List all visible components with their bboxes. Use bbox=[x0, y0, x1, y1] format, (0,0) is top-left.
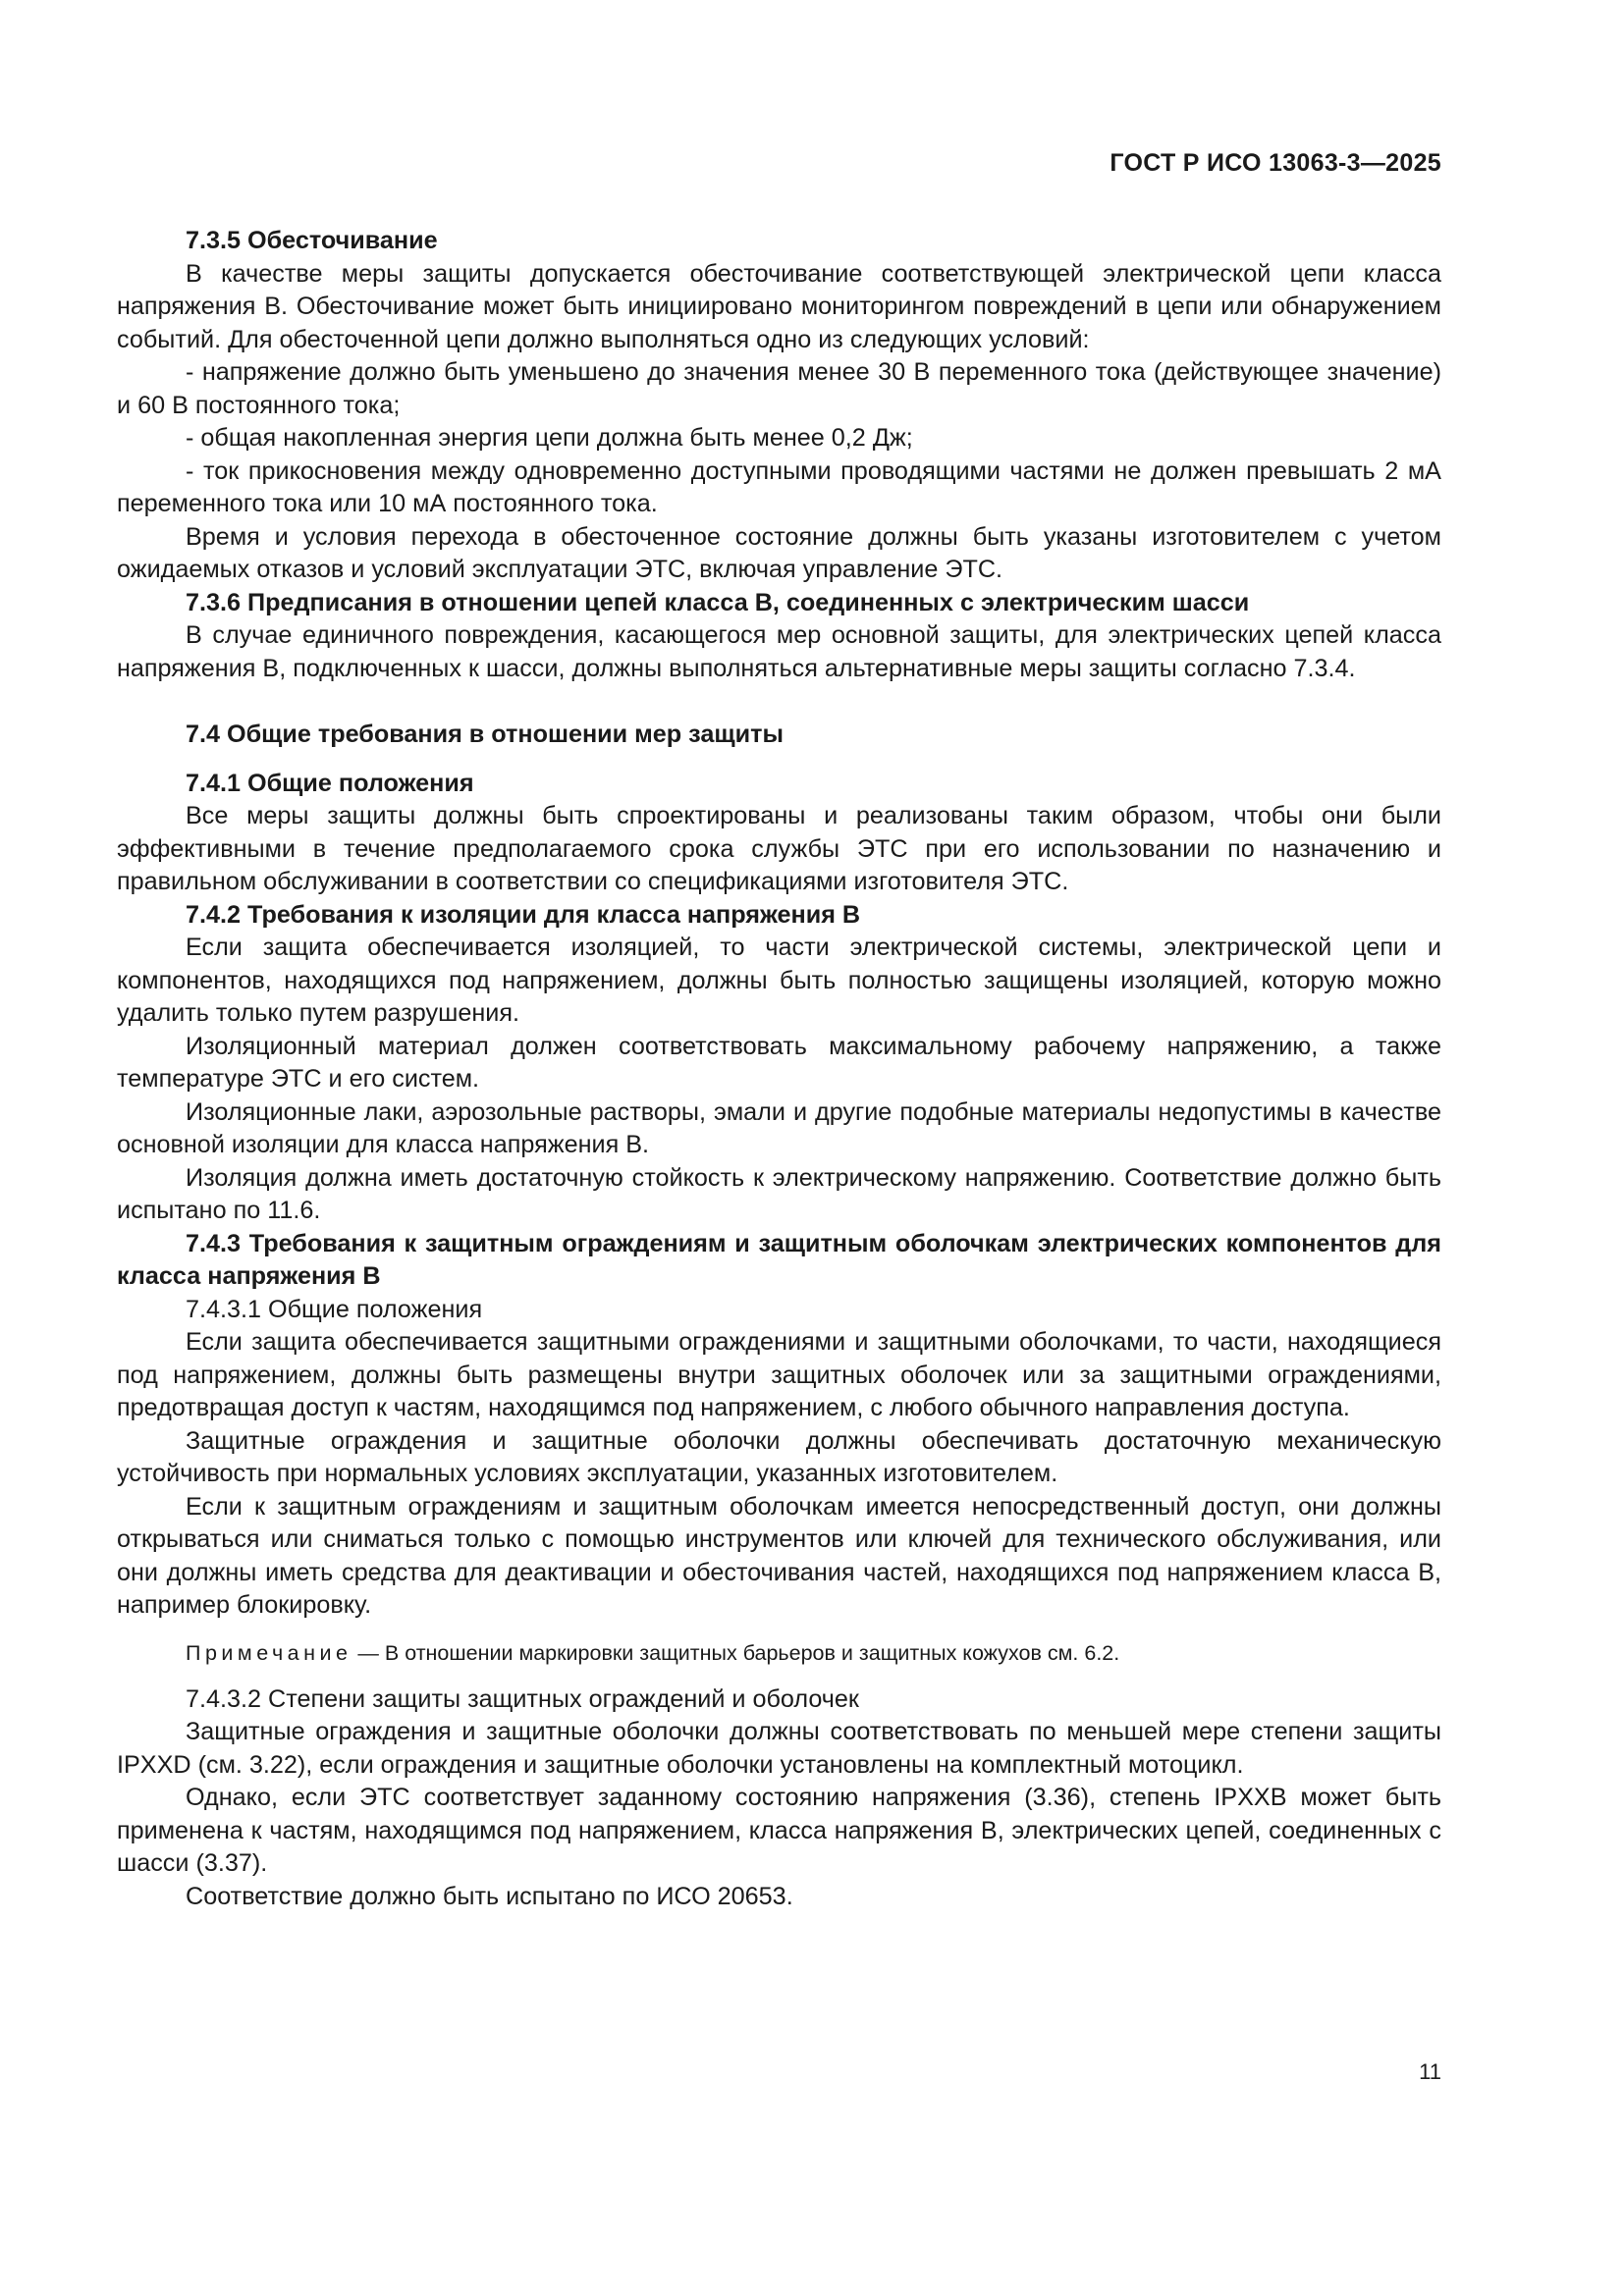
document-body bbox=[117, 225, 1441, 1913]
section-7-4-1-paragraph-1: Все меры защиты должны быть спроектированы и реализованы таким образом, чтобы они были эффективными в течение предполагаемого срока службы ЭТС при его использовании по назначению и правильном обслуживании в соответствии со спецификациями изготовителя ЭТС. bbox=[117, 802, 1441, 895]
section-7-4-2-heading: 7.4.2 Требования к изоляции для класса напряжения В bbox=[186, 900, 861, 929]
section-7-3-5-list-item-2: - общая накопленная энергия цепи должна быть менее 0,2 Дж; bbox=[186, 424, 913, 452]
section-7-3-6-paragraph-1: В случае единичного повреждения, касающегося мер основной защиты, для электрических цепей класса напряжения В, подключенных к шасси, должны выполняться альтернативные меры защиты согласно 7.3.4. bbox=[117, 621, 1441, 682]
section-7-3-5-paragraph-1: В качестве меры защиты допускается обесточивание соответствующей электрической цепи класса напряжения В. Обесточивание может быть инициировано мониторингом повреждений в цепи или обнаружением событий. Для обесточенной цепи должно выполняться одно из следующих условий: bbox=[117, 259, 1441, 353]
section-7-4-3-2-paragraph-2: Однако, если ЭТС соответствует заданному состоянию напряжения (3.36), степень IPXXB может быть применена к частям, находящимся под напряжением, класса напряжения В, электрических цепей, соединенных с шасси (3.37). bbox=[117, 1784, 1441, 1877]
section-7-4-3-2-heading: 7.4.3.2 Степени защиты защитных ограждений и оболочек bbox=[186, 1684, 859, 1713]
section-7-4-2-paragraph-2: Изоляционный материал должен соответствовать максимальному рабочему напряжению, а также температуре ЭТС и его систем. bbox=[117, 1032, 1441, 1093]
section-7-4-3-1-paragraph-2: Защитные ограждения и защитные оболочки должны обеспечивать достаточную механическую устойчивость при нормальных условиях эксплуатации, указанных изготовителем. bbox=[117, 1426, 1441, 1487]
section-7-4-1-heading: 7.4.1 Общие положения bbox=[186, 769, 474, 797]
section-7-4-heading: 7.4 Общие требования в отношении мер защиты bbox=[186, 721, 784, 748]
section-7-4-3-1-paragraph-1: Если защита обеспечивается защитными ограждениями и защитными оболочками, то части, находящиеся под напряжением, должны быть размещены внутри защитных оболочек или за защитными ограждениями, предотвращая доступ к частям, находящимся под напряжением, с любого обычного направления доступа. bbox=[117, 1328, 1441, 1421]
section-7-4-3-2-paragraph-1: Защитные ограждения и защитные оболочки должны соответствовать по меньшей мере степени защиты IPXXD (см. 3.22), если ограждения и защитные оболочки установлены на комплектный мотоцикл. bbox=[117, 1718, 1441, 1779]
note-text: — В отношении маркировки защитных барьеров и защитных кожухов см. 6.2. bbox=[352, 1640, 1120, 1665]
section-7-4-3-2-paragraph-3: Соответствие должно быть испытано по ИСО 20653. bbox=[186, 1882, 793, 1910]
section-7-3-5-heading: 7.3.5 Обесточивание bbox=[186, 227, 438, 254]
section-7-4-2-paragraph-1: Если защита обеспечивается изоляцией, то части электрической системы, электрической цепи и компонентов, находящихся под напряжением, должны быть полностью защищены изоляцией, которую можно удалить только путем разрушения. bbox=[117, 934, 1441, 1027]
note bbox=[117, 1638, 1441, 1668]
section-7-3-5-list-item-1: - напряжение должно быть уменьшено до значения менее 30 В переменного тока (действующее значение) и 60 В постоянного тока; bbox=[117, 358, 1441, 419]
section-7-4-2-paragraph-3: Изоляционные лаки, аэрозольные растворы, эмали и другие подобные материалы недопустимы в качестве основной изоляции для класса напряжения В. bbox=[117, 1097, 1441, 1158]
section-7-4-3-heading: 7.4.3 Требования к защитным ограждениям и защитным оболочкам электрических компонентов для класса напряжения В bbox=[117, 1229, 1441, 1290]
section-7-4-3-1-heading: 7.4.3.1 Общие положения bbox=[186, 1295, 483, 1323]
section-7-3-6-heading: 7.3.6 Предписания в отношении цепей класса В, соединенных с электрическим шасси bbox=[186, 588, 1250, 616]
section-7-4-3-1-paragraph-3: Если к защитным ограждениям и защитным оболочкам имеется непосредственный доступ, они должны открываться или сниматься только с помощью инструментов или ключей для технического обслуживания, или они должны иметь средства для деактивации и обесточивания частей, находящихся под напряжением класса В, например блокировку. bbox=[117, 1492, 1441, 1619]
page-number: 11 bbox=[1419, 2059, 1441, 2084]
section-7-3-5-list-item-3: - ток прикосновения между одновременно доступными проводящими частями не должен превышать 2 мА переменного тока или 10 мА постоянного тока. bbox=[117, 456, 1441, 517]
section-7-4-2-paragraph-4: Изоляция должна иметь достаточную стойкость к электрическому напряжению. Соответствие должно быть испытано по 11.6. bbox=[117, 1163, 1441, 1224]
document-id-header: ГОСТ Р ИСО 13063-3—2025 bbox=[1110, 149, 1441, 177]
section-7-3-5-paragraph-2: Время и условия перехода в обесточенное состояние должны быть указаны изготовителем с учетом ожидаемых отказов и условий эксплуатации ЭТС, включая управление ЭТС. bbox=[117, 522, 1441, 583]
note-label: Примечание bbox=[186, 1640, 352, 1665]
